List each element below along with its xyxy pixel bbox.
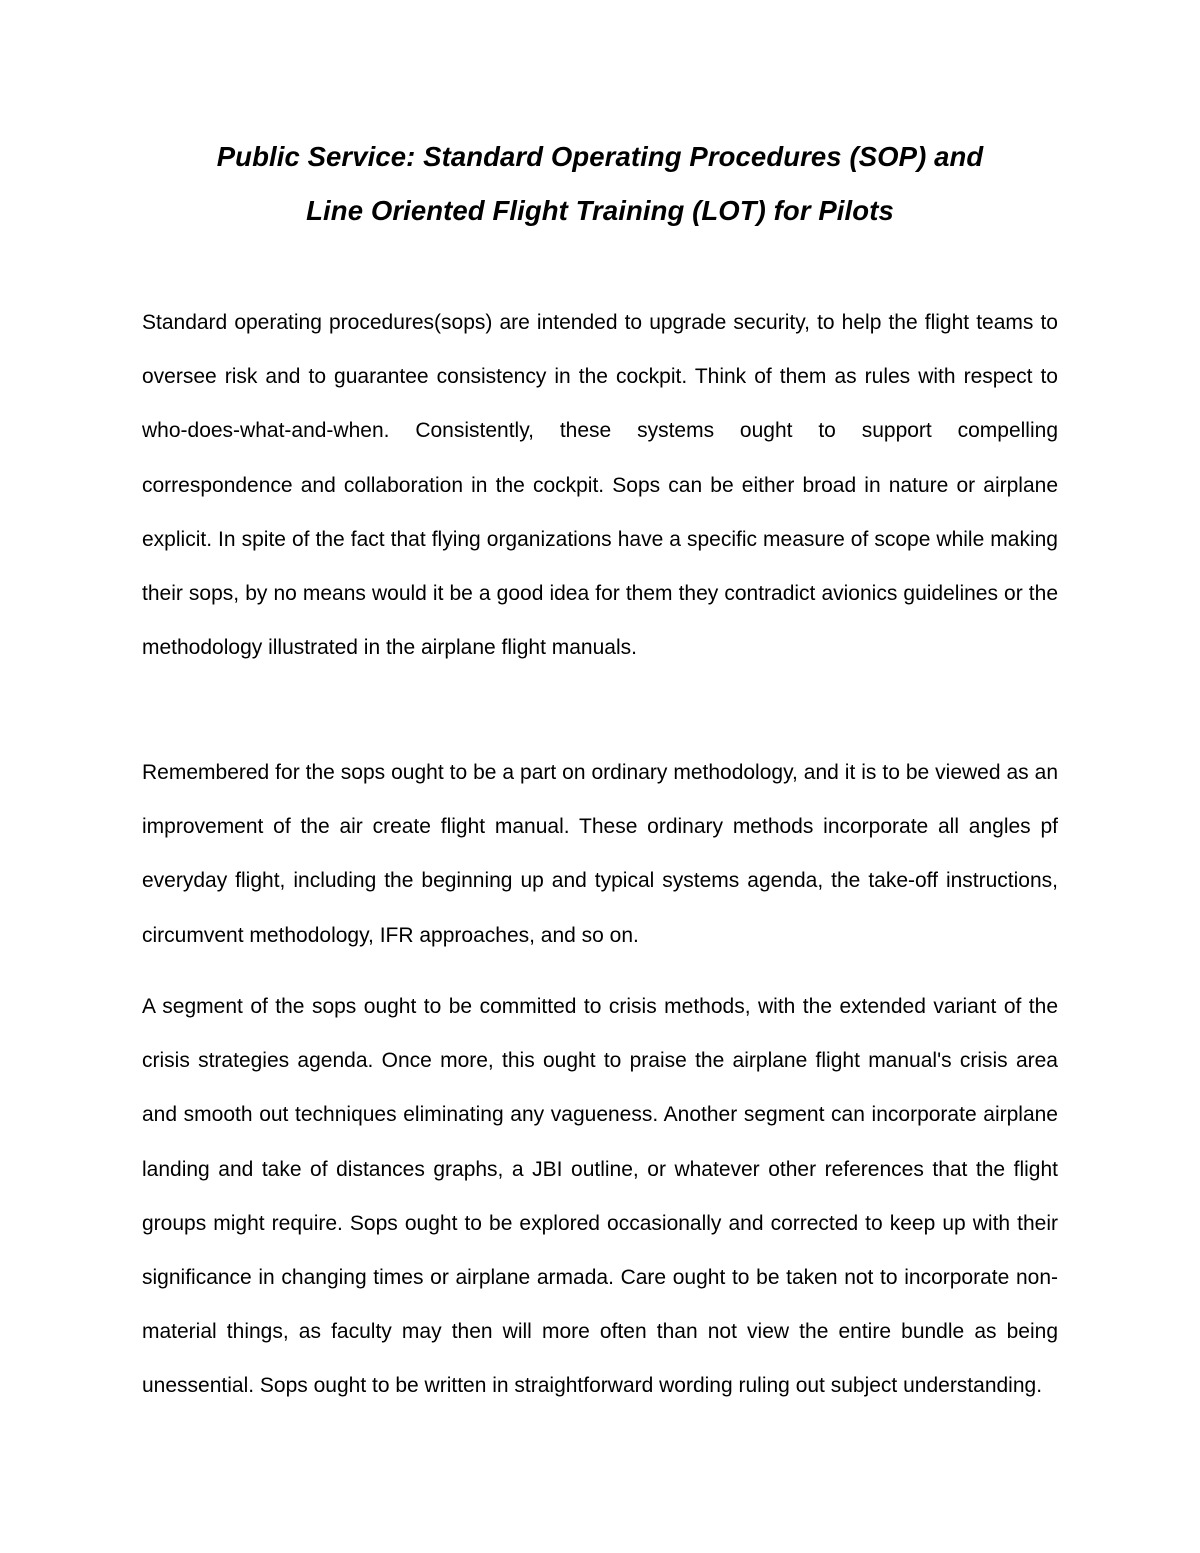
body-paragraph-2: Remembered for the sops ought to be a part on ordinary methodology, and it is to be viewed as an improvement of the air create flight manual. These ordinary methods incorporate all angles pf everyday flight, including the beginning up and typical systems agenda, the take-off instructions, circumvent methodology, IFR approaches, and so on. [142,761,1058,947]
document-title-line-1: Public Service: Standard Operating Procedures (SOP) and [216,141,984,172]
body-paragraph-3: A segment of the sops ought to be committed to crisis methods, with the extended variant of the crisis strategies agenda. Once more, this ought to praise the airplane flight manual's crisis area and smooth out techniques eliminating any vagueness. Another segment can incorporate airplane landing and take of distances graphs, a JBI outline, or whatever other references that the flight groups might require. Sops ought to be explored occasionally and corrected to keep up with their significance in changing times or airplane armada. Care ought to be taken not to incorporate non-material things, as faculty may then will more often than not view the entire bundle as being unessential. Sops ought to be written in straightforward wording ruling out subject understanding. [142,995,1058,1398]
document-title-line-2: Line Oriented Flight Training (LOT) for Pilots [306,195,894,226]
body-paragraph-1: Standard operating procedures(sops) are intended to upgrade security, to help the flight teams to oversee risk and to guarantee consistency in the cockpit. Think of them as rules with respect to who-does-what-and-when. Consistently, these systems ought to support compelling correspondence and collaboration in the cockpit. Sops can be either broad in nature or airplane explicit. In spite of the fact that flying organizations have a specific measure of scope while making their sops, by no means would it be a good idea for them they contradict avionics guidelines or the methodology illustrated in the airplane flight manuals. [142,311,1058,660]
document-title [142,130,1058,238]
